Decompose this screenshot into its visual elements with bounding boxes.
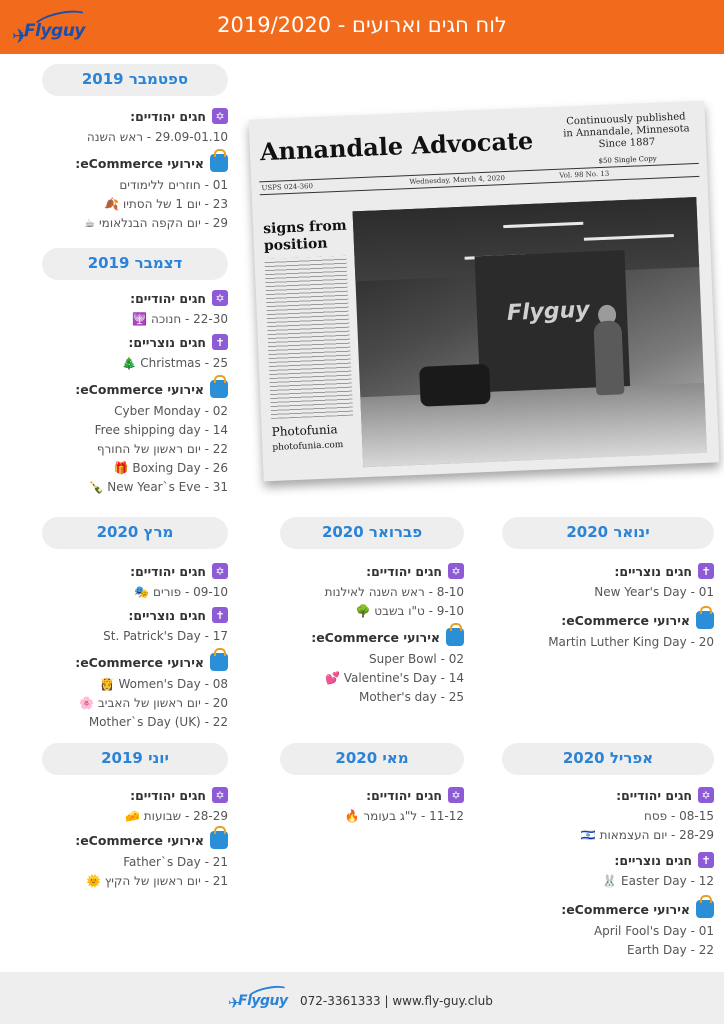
list-item: 14 - Valentine's Day 💕 xyxy=(324,671,464,685)
month-april xyxy=(502,743,714,962)
page-footer xyxy=(0,972,724,1024)
list-item: 22 - Mother`s Day (UK) xyxy=(88,715,228,729)
month-september xyxy=(42,64,228,235)
cross-icon: ✝ xyxy=(212,334,228,350)
list-item: 14 - Free shipping day xyxy=(94,423,228,437)
list-item: 20 - Martin Luther King Day xyxy=(548,635,714,649)
jewish-holidays-group: ✡ חגים יהודיים: 08-15 - פסח 28-29 - יום העצמאות 🇮🇱 xyxy=(502,787,714,842)
shopping-bag-icon xyxy=(210,380,228,398)
office-photo xyxy=(353,197,707,467)
list-item: 01 - חוזרים ללימודים xyxy=(119,178,228,192)
jewish-holidays-group: ✡ חגים יהודיים: 09-10 - פורים 🎭 xyxy=(42,563,228,599)
footer-contact[interactable]: 072-3361333 | www.fly-guy.club xyxy=(300,994,493,1008)
page-title: לוח חגים וארועים - 2019/2020 xyxy=(217,13,507,37)
christian-holidays-group: ✝ חגים נוצריים: 25 - Christmas 🎄 xyxy=(42,334,228,370)
list-item: 21 - Father`s Day xyxy=(123,855,228,869)
jewish-holidays-group: ✡ חגים יהודיים: 8-10 - ראש השנה לאילנות 9-10 - ט"ו בשבט 🌳 xyxy=(280,563,464,618)
list-item: 22-30 - חנוכה 🕎 xyxy=(132,312,228,326)
month-title-pill: מרץ 2020 xyxy=(42,517,228,549)
list-item: 08 - Women's Day 👸 xyxy=(99,677,228,691)
shopping-bag-icon xyxy=(210,653,228,671)
star-of-david-icon: ✡ xyxy=(212,787,228,803)
list-item: 02 - Cyber Monday xyxy=(114,404,228,418)
list-item: 22 - יום ראשון של החורף xyxy=(96,442,228,456)
shopping-bag-icon xyxy=(210,154,228,172)
star-of-david-icon: ✡ xyxy=(212,290,228,306)
newspaper-text-columns xyxy=(264,256,353,419)
list-item: 28-29 - שבועות 🧀 xyxy=(125,809,228,823)
newspaper-dateline: USPS 024-360 Wednesday, March 4, 2020 Vol. 98 No. 13 xyxy=(259,163,699,195)
jewish-holidays-group: ✡ חגים יהודיים: 22-30 - חנוכה 🕎 xyxy=(42,290,228,326)
list-item: 22 - Earth Day xyxy=(627,943,714,957)
star-of-david-icon: ✡ xyxy=(698,787,714,803)
cross-icon: ✝ xyxy=(212,607,228,623)
list-item: 01 - April Fool's Day xyxy=(593,924,714,938)
month-title-pill: יוני 2019 xyxy=(42,743,228,775)
month-may xyxy=(280,743,464,828)
christian-holidays-group: ✝ חגים נוצריים: 01 - New Year's Day xyxy=(502,563,714,599)
jewish-holidays-group: ✡ חגים יהודיים: 29.09-01.10 - ראש השנה xyxy=(42,108,228,144)
christian-holidays-group: ✝ חגים נוצריים: 17 - St. Patrick's Day xyxy=(42,607,228,643)
list-item: 28-29 - יום העצמאות 🇮🇱 xyxy=(580,828,714,842)
newspaper-headline: signs from position xyxy=(262,217,347,255)
list-item: 29.09-01.10 - ראש השנה xyxy=(86,130,228,144)
ecommerce-events-group: אירועי eCommerce: 02 - Cyber Monday 14 - Free shipping day 22 - יום ראשון של החורף 26 - Boxing Day 🎁 31 - New Year`s Eve 🍾 xyxy=(42,380,228,494)
shopping-bag-icon xyxy=(696,611,714,629)
person-figure xyxy=(593,320,624,395)
month-january xyxy=(502,517,714,654)
logo-mark-icon: ✈ xyxy=(228,994,241,1012)
month-title-pill: מאי 2020 xyxy=(280,743,464,775)
ecommerce-events-group: אירועי eCommerce: 21 - Father`s Day 21 - יום ראשון של הקיץ 🌞 xyxy=(42,831,228,888)
newspaper-title: Annandale Advocate xyxy=(259,125,534,167)
month-title-pill: ינואר 2020 xyxy=(502,517,714,549)
month-title-pill: ספטמבר 2019 xyxy=(42,64,228,96)
star-of-david-icon: ✡ xyxy=(212,563,228,579)
list-item: 09-10 - פורים 🎭 xyxy=(134,585,228,599)
month-june xyxy=(42,743,228,893)
star-of-david-icon: ✡ xyxy=(212,108,228,124)
shopping-bag-icon xyxy=(210,831,228,849)
list-item: 12 - Easter Day 🐰 xyxy=(602,874,714,888)
list-item: 31 - New Year`s Eve 🍾 xyxy=(88,480,228,494)
list-item: 11-12 - ל"ג בעומר 🔥 xyxy=(344,809,464,823)
logo-text: Flyguy xyxy=(24,21,85,41)
list-item: 21 - יום ראשון של הקיץ 🌞 xyxy=(85,874,228,888)
month-december xyxy=(42,248,228,499)
month-title-pill: פברואר 2020 xyxy=(280,517,464,549)
list-item: 01 - New Year's Day xyxy=(594,585,714,599)
list-item: 8-10 - ראש השנה לאילנות xyxy=(324,585,464,599)
month-title-pill: דצמבר 2019 xyxy=(42,248,228,280)
ecommerce-events-group: אירועי eCommerce: 20 - Martin Luther King Day xyxy=(502,611,714,649)
ecommerce-events-group: אירועי eCommerce: 01 - חוזרים ללימודים 23 - יום 1 של הסתיו 🍂 29 - יום הקפה הבנלאומי ☕ xyxy=(42,154,228,230)
list-item: 25 - Mother's day xyxy=(358,690,464,704)
newspaper-photo xyxy=(249,101,720,482)
star-of-david-icon: ✡ xyxy=(448,787,464,803)
christian-holidays-group: ✝ חגים נוצריים: 12 - Easter Day 🐰 xyxy=(502,852,714,888)
cross-icon: ✝ xyxy=(698,563,714,579)
newspaper-tagline: Continuously published in Annandale, Minnesota Since 1887 $50 Single Copy xyxy=(563,111,690,166)
logo-mark-icon: ✈ xyxy=(12,24,29,48)
star-of-david-icon: ✡ xyxy=(448,563,464,579)
list-item: 9-10 - ט"ו בשבט 🌳 xyxy=(355,604,464,618)
cross-icon: ✝ xyxy=(698,852,714,868)
list-item: 26 - Boxing Day 🎁 xyxy=(113,461,228,475)
ecommerce-events-group: אירועי eCommerce: 02 - Super Bowl 14 - Valentine's Day 💕 25 - Mother's day xyxy=(280,628,464,704)
list-item: 29 - יום הקפה הבנלאומי ☕ xyxy=(84,216,228,230)
month-march xyxy=(42,517,228,734)
photo-credit: Photofunia photofunia.com xyxy=(271,422,344,453)
shopping-bag-icon xyxy=(696,900,714,918)
shopping-bag-icon xyxy=(446,628,464,646)
list-item: 25 - Christmas 🎄 xyxy=(121,356,228,370)
list-item: 02 - Super Bowl xyxy=(369,652,464,666)
list-item: 20 - יום ראשון של האביב 🌸 xyxy=(79,696,228,710)
jewish-holidays-group: ✡ חגים יהודיים: 28-29 - שבועות 🧀 xyxy=(42,787,228,823)
list-item: 17 - St. Patrick's Day xyxy=(103,629,228,643)
ecommerce-events-group: אירועי eCommerce: 08 - Women's Day 👸 20 - יום ראשון של האביב 🌸 22 - Mother`s Day (UK) xyxy=(42,653,228,729)
office-wall-logo: Flyguy xyxy=(506,297,591,327)
list-item: 08-15 - פסח xyxy=(644,809,714,823)
list-item: 23 - יום 1 של הסתיו 🍂 xyxy=(104,197,228,211)
sofa-shape xyxy=(419,364,491,407)
page-header xyxy=(0,0,724,54)
ecommerce-events-group: אירועי eCommerce: 01 - April Fool's Day 22 - Earth Day xyxy=(502,900,714,957)
logo-text: Flyguy xyxy=(238,993,288,1009)
month-february xyxy=(280,517,464,709)
jewish-holidays-group: ✡ חגים יהודיים: 11-12 - ל"ג בעומר 🔥 xyxy=(280,787,464,823)
month-title-pill: אפריל 2020 xyxy=(502,743,714,775)
flyguy-footer-logo[interactable] xyxy=(228,986,292,1016)
